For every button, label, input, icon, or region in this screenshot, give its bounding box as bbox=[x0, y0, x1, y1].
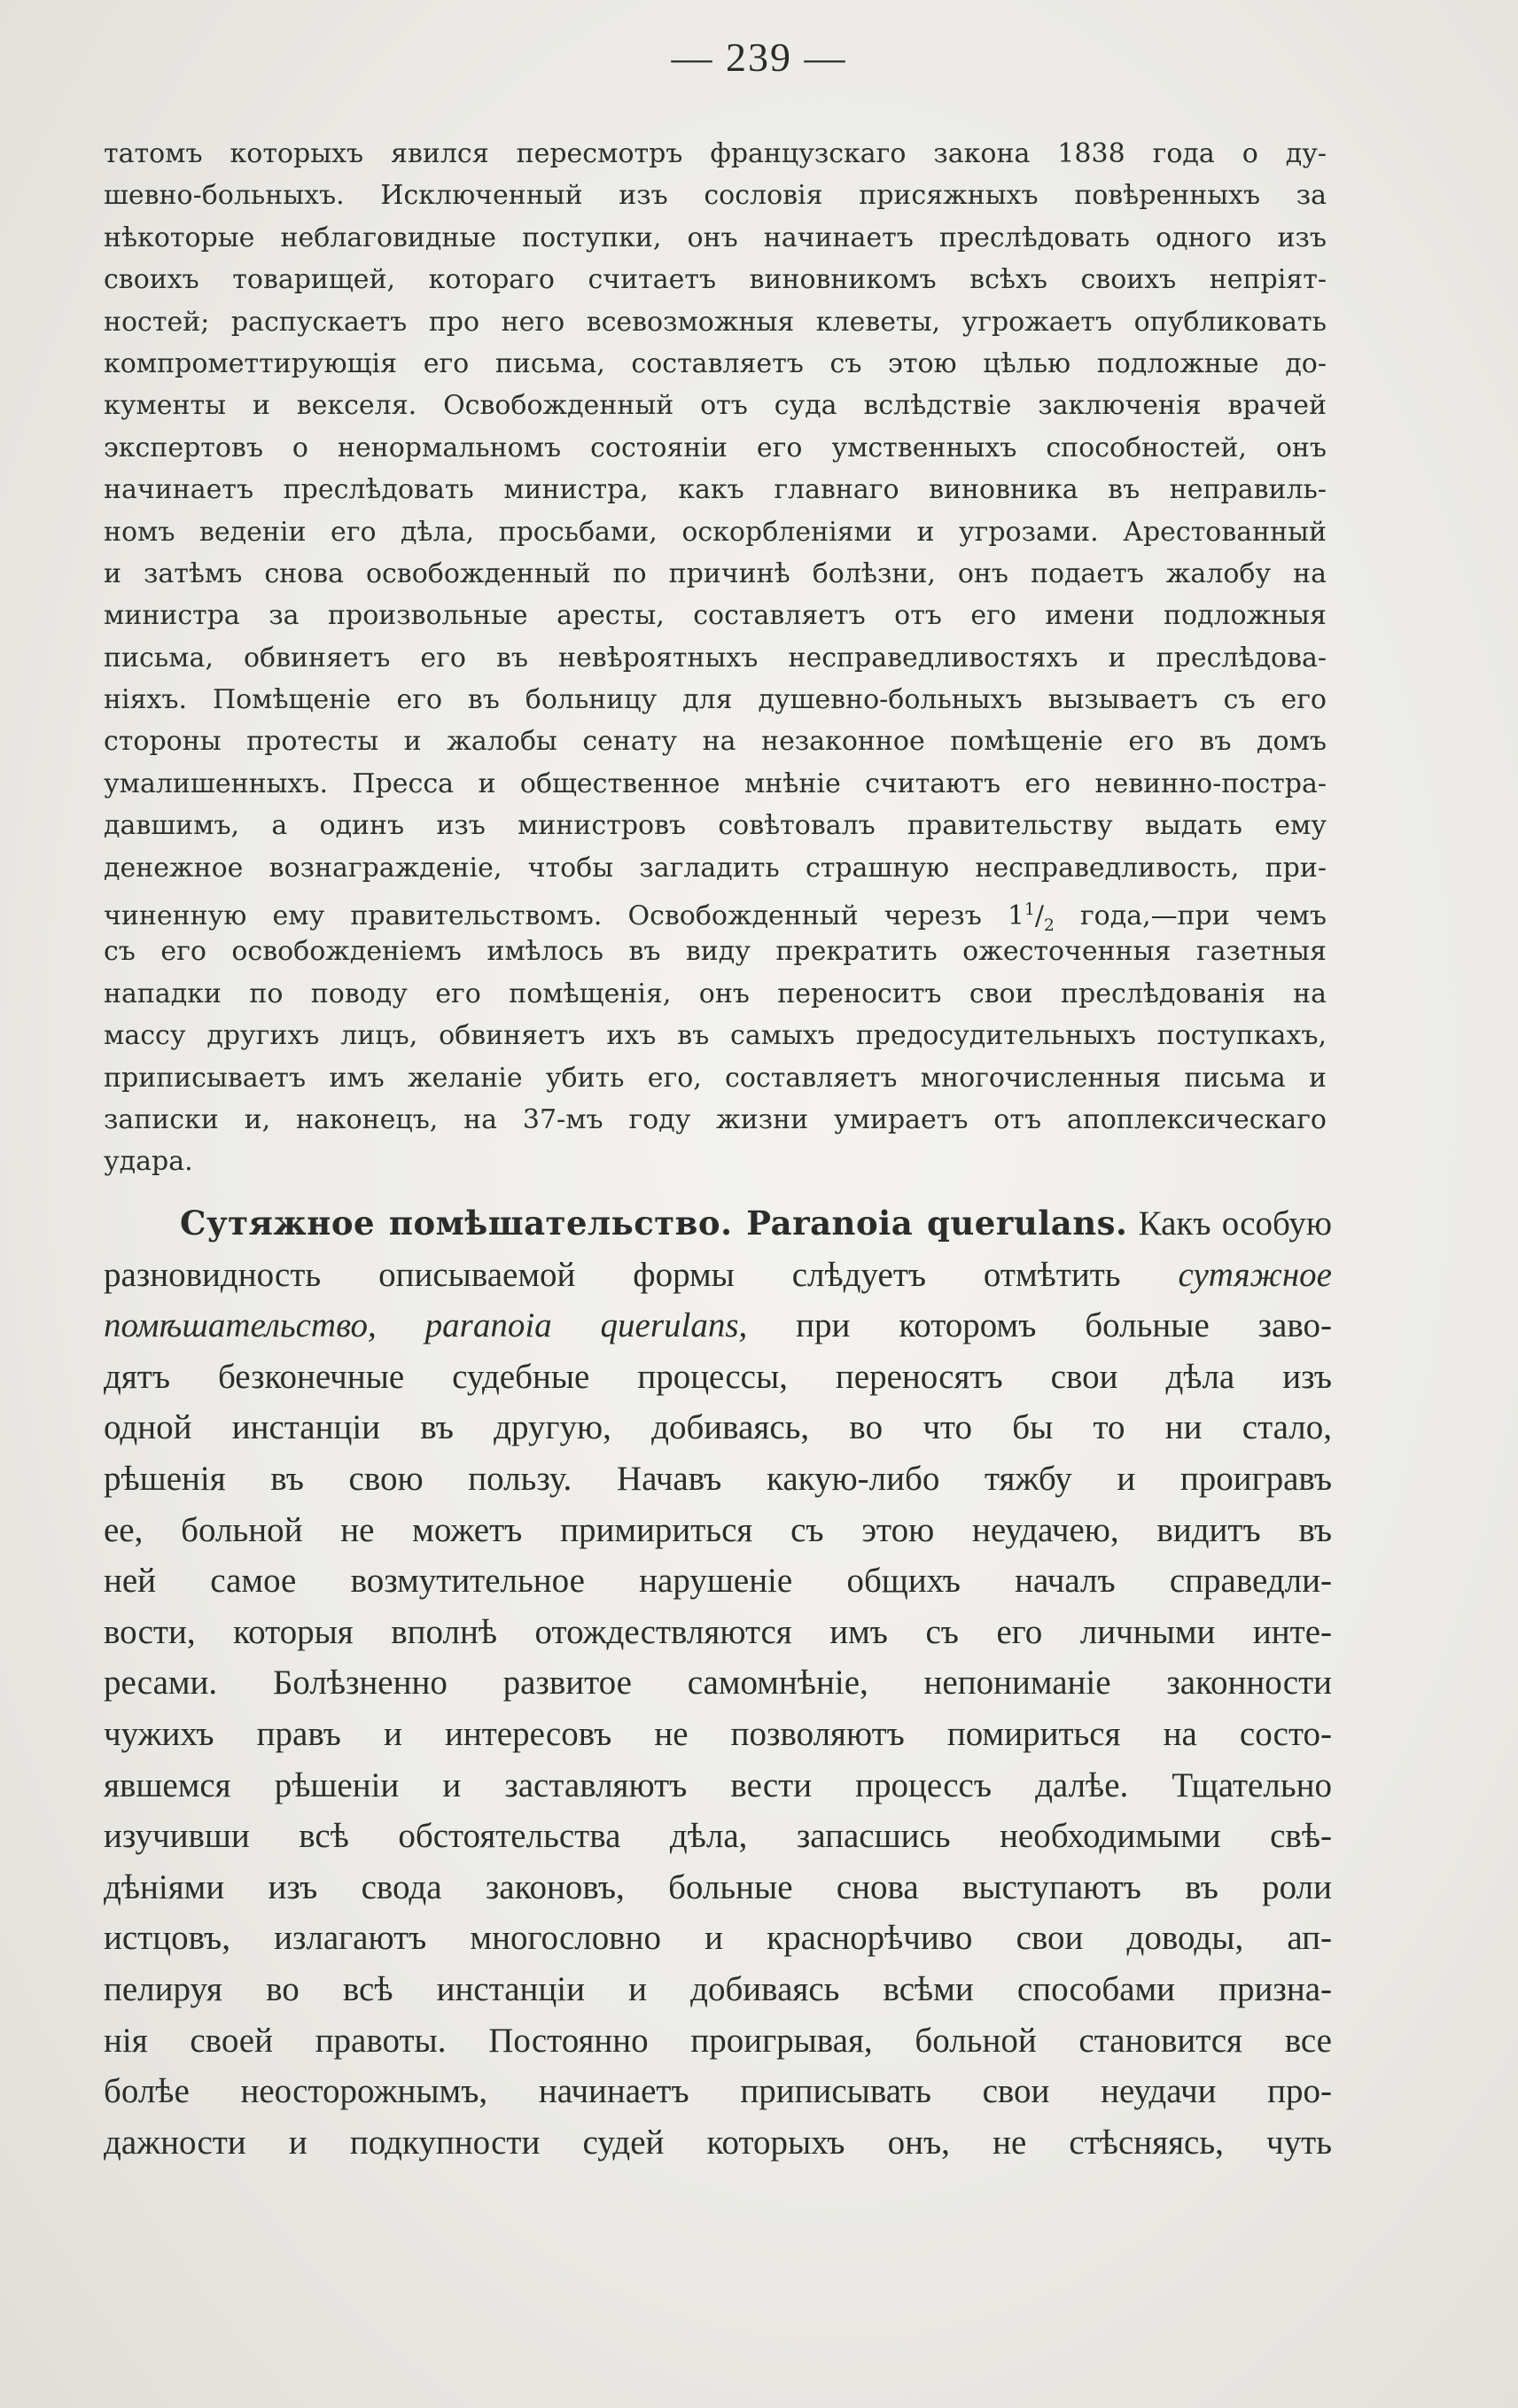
text-line: татомъ которыхъ явился пересмотръ французскаго закона 1838 года о ду- bbox=[104, 138, 1327, 169]
text-line-with-fraction bbox=[104, 889, 1327, 931]
text-line: и затѣмъ снова освобожденный по причинѣ болѣзни, онъ подаетъ жалобу на bbox=[104, 557, 1327, 589]
text-line: умалишенныхъ. Пресса и общественное мнѣніе считаютъ его невинно-постра- bbox=[104, 768, 1327, 799]
text-line: министра за произвольные аресты, составляетъ отъ его имени подложныя bbox=[104, 600, 1327, 632]
section-line: вости, которыя вполнѣ отождествляются имъ съ его личными инте- bbox=[104, 1612, 1332, 1651]
section-line: чужихъ правъ и интересовъ не позволяютъ помириться на состо- bbox=[104, 1714, 1332, 1753]
section-line: дѣніями изъ свода законовъ, больные снова выступаютъ въ роли bbox=[104, 1867, 1332, 1906]
section-line: ее, больной не можетъ примириться съ этою неудачею, видитъ въ bbox=[104, 1510, 1332, 1549]
section-line-text: разновидность описываемой формы слѣдуетъ отмѣтить bbox=[104, 1255, 1179, 1294]
text-line: давшимъ, а одинъ изъ министровъ совѣтовалъ правительству выдать ему bbox=[104, 810, 1327, 842]
fraction-whole: 1 bbox=[1007, 900, 1025, 931]
text-line: ностей; распускаетъ про него всевозможныя клеветы, угрожаетъ опубликовать bbox=[104, 306, 1327, 338]
section-line: болѣе неосторожнымъ, начинаетъ приписывать свои неудачи про- bbox=[104, 2072, 1332, 2111]
text-line: удара. bbox=[104, 1146, 193, 1178]
text-line: приписываетъ имъ желаніе убить его, составляетъ многочисленныя письма и bbox=[104, 1062, 1327, 1094]
text-line: шевно-больныхъ. Исключенный изъ сословія присяжныхъ повѣренныхъ за bbox=[104, 180, 1327, 212]
text-line: письма, обвиняетъ его въ невѣроятныхъ несправедливостяхъ и преслѣдова- bbox=[104, 642, 1327, 674]
section-line: ресами. Болѣзненно развитое самомнѣніе, непониманіе законности bbox=[104, 1664, 1332, 1703]
text-line: номъ веденіи его дѣла, просьбами, оскорбленіями и угрозами. Арестованный bbox=[104, 516, 1327, 548]
text-line: нѣкоторые неблаговидные поступки, онъ начинаетъ преслѣдовать одного изъ bbox=[104, 222, 1327, 253]
section-line bbox=[104, 1250, 1332, 1301]
text-line-start: чиненную ему правительствомъ. Освобожденный черезъ bbox=[104, 900, 982, 931]
section-line: явшемся рѣшеніи и заставляютъ вести процессъ далѣе. Тщательно bbox=[104, 1765, 1332, 1804]
text-line: своихъ товарищей, котораго считаетъ виновникомъ всѣхъ своихъ непріят- bbox=[104, 264, 1327, 296]
section-line: дятъ безконечные судебные процессы, переносятъ свои дѣла изъ bbox=[104, 1357, 1332, 1396]
text-line: съ его освобожденіемъ имѣлось въ виду прекратить ожесточенныя газетныя bbox=[104, 936, 1327, 968]
text-line: нападки по поводу его помѣщенія, онъ переноситъ свои преслѣдованія на bbox=[104, 978, 1327, 1009]
fraction: $1^1/_2$ bbox=[1008, 900, 1055, 931]
text-line: экспертовъ о ненормальномъ состояніи его умственныхъ способностей, онъ bbox=[104, 432, 1327, 464]
text-line: компрометтирующія его письма, составляетъ съ этою цѣлью подложные до- bbox=[104, 347, 1327, 379]
section-line bbox=[104, 1300, 1332, 1352]
fraction-denominator: 2 bbox=[1043, 916, 1055, 931]
text-line: денежное вознагражденіе, чтобы загладить страшную несправедливость, при- bbox=[104, 852, 1327, 884]
section-intro: Какъ особую bbox=[1127, 1204, 1332, 1243]
section-line: рѣшенія въ свою пользу. Начавъ какую-либо тяжбу и проигравъ bbox=[104, 1459, 1332, 1498]
case-description-paragraph bbox=[104, 133, 1327, 1183]
section-line-text: при которомъ больные заво- bbox=[747, 1306, 1332, 1345]
querulous-insanity-section bbox=[104, 1198, 1332, 2168]
fraction-numerator: 1 bbox=[1024, 900, 1035, 920]
text-line: кументы и векселя. Освобожденный отъ суда вслѣдствіе заключенія врачей bbox=[104, 390, 1327, 422]
italic-term: помѣшательство, paranoia querulans, bbox=[104, 1306, 748, 1345]
section-line: дажности и подкупности судей которыхъ онъ, не стѣсняясь, чуть bbox=[104, 2123, 1332, 2162]
section-line: пелируя во всѣ инстанціи и добиваясь всѣми способами призна- bbox=[104, 1969, 1332, 2008]
section-line: одной инстанціи въ другую, добиваясь, во что бы то ни стало, bbox=[104, 1408, 1332, 1447]
text-line-end: года,—при чемъ bbox=[1054, 900, 1327, 931]
section-line: изучивши всѣ обстоятельства дѣла, запасшись необходимыми свѣ- bbox=[104, 1817, 1332, 1856]
text-line: начинаетъ преслѣдовать министра, какъ главнаго виновника въ неправиль- bbox=[104, 474, 1327, 506]
section-first-line bbox=[104, 1198, 1332, 1250]
italic-term: сутяжное bbox=[1178, 1255, 1332, 1294]
section-heading: Сутяжное помѣшательство. Paranoia querulans. bbox=[180, 1204, 1128, 1243]
text-line: массу другихъ лицъ, обвиняетъ ихъ въ самыхъ предосудительныхъ поступкахъ, bbox=[104, 1020, 1327, 1052]
text-line: записки и, наконецъ, на 37-мъ году жизни умираетъ отъ апоплексическаго bbox=[104, 1103, 1327, 1135]
page-number: — 239 — bbox=[671, 35, 847, 80]
section-line: нія своей правоты. Постоянно проигрывая, больной становится все bbox=[104, 2021, 1332, 2060]
text-line: ніяхъ. Помѣщеніе его въ больницу для душевно-больныхъ вызываетъ съ его bbox=[104, 684, 1327, 716]
text-line: стороны протесты и жалобы сенату на незаконное помѣщеніе его въ домъ bbox=[104, 726, 1327, 758]
section-line: ней самое возмутительное нарушеніе общихъ началъ справедли- bbox=[104, 1562, 1332, 1601]
section-line: истцовъ, излагаютъ многословно и краснорѣчиво свои доводы, ап- bbox=[104, 1919, 1332, 1958]
